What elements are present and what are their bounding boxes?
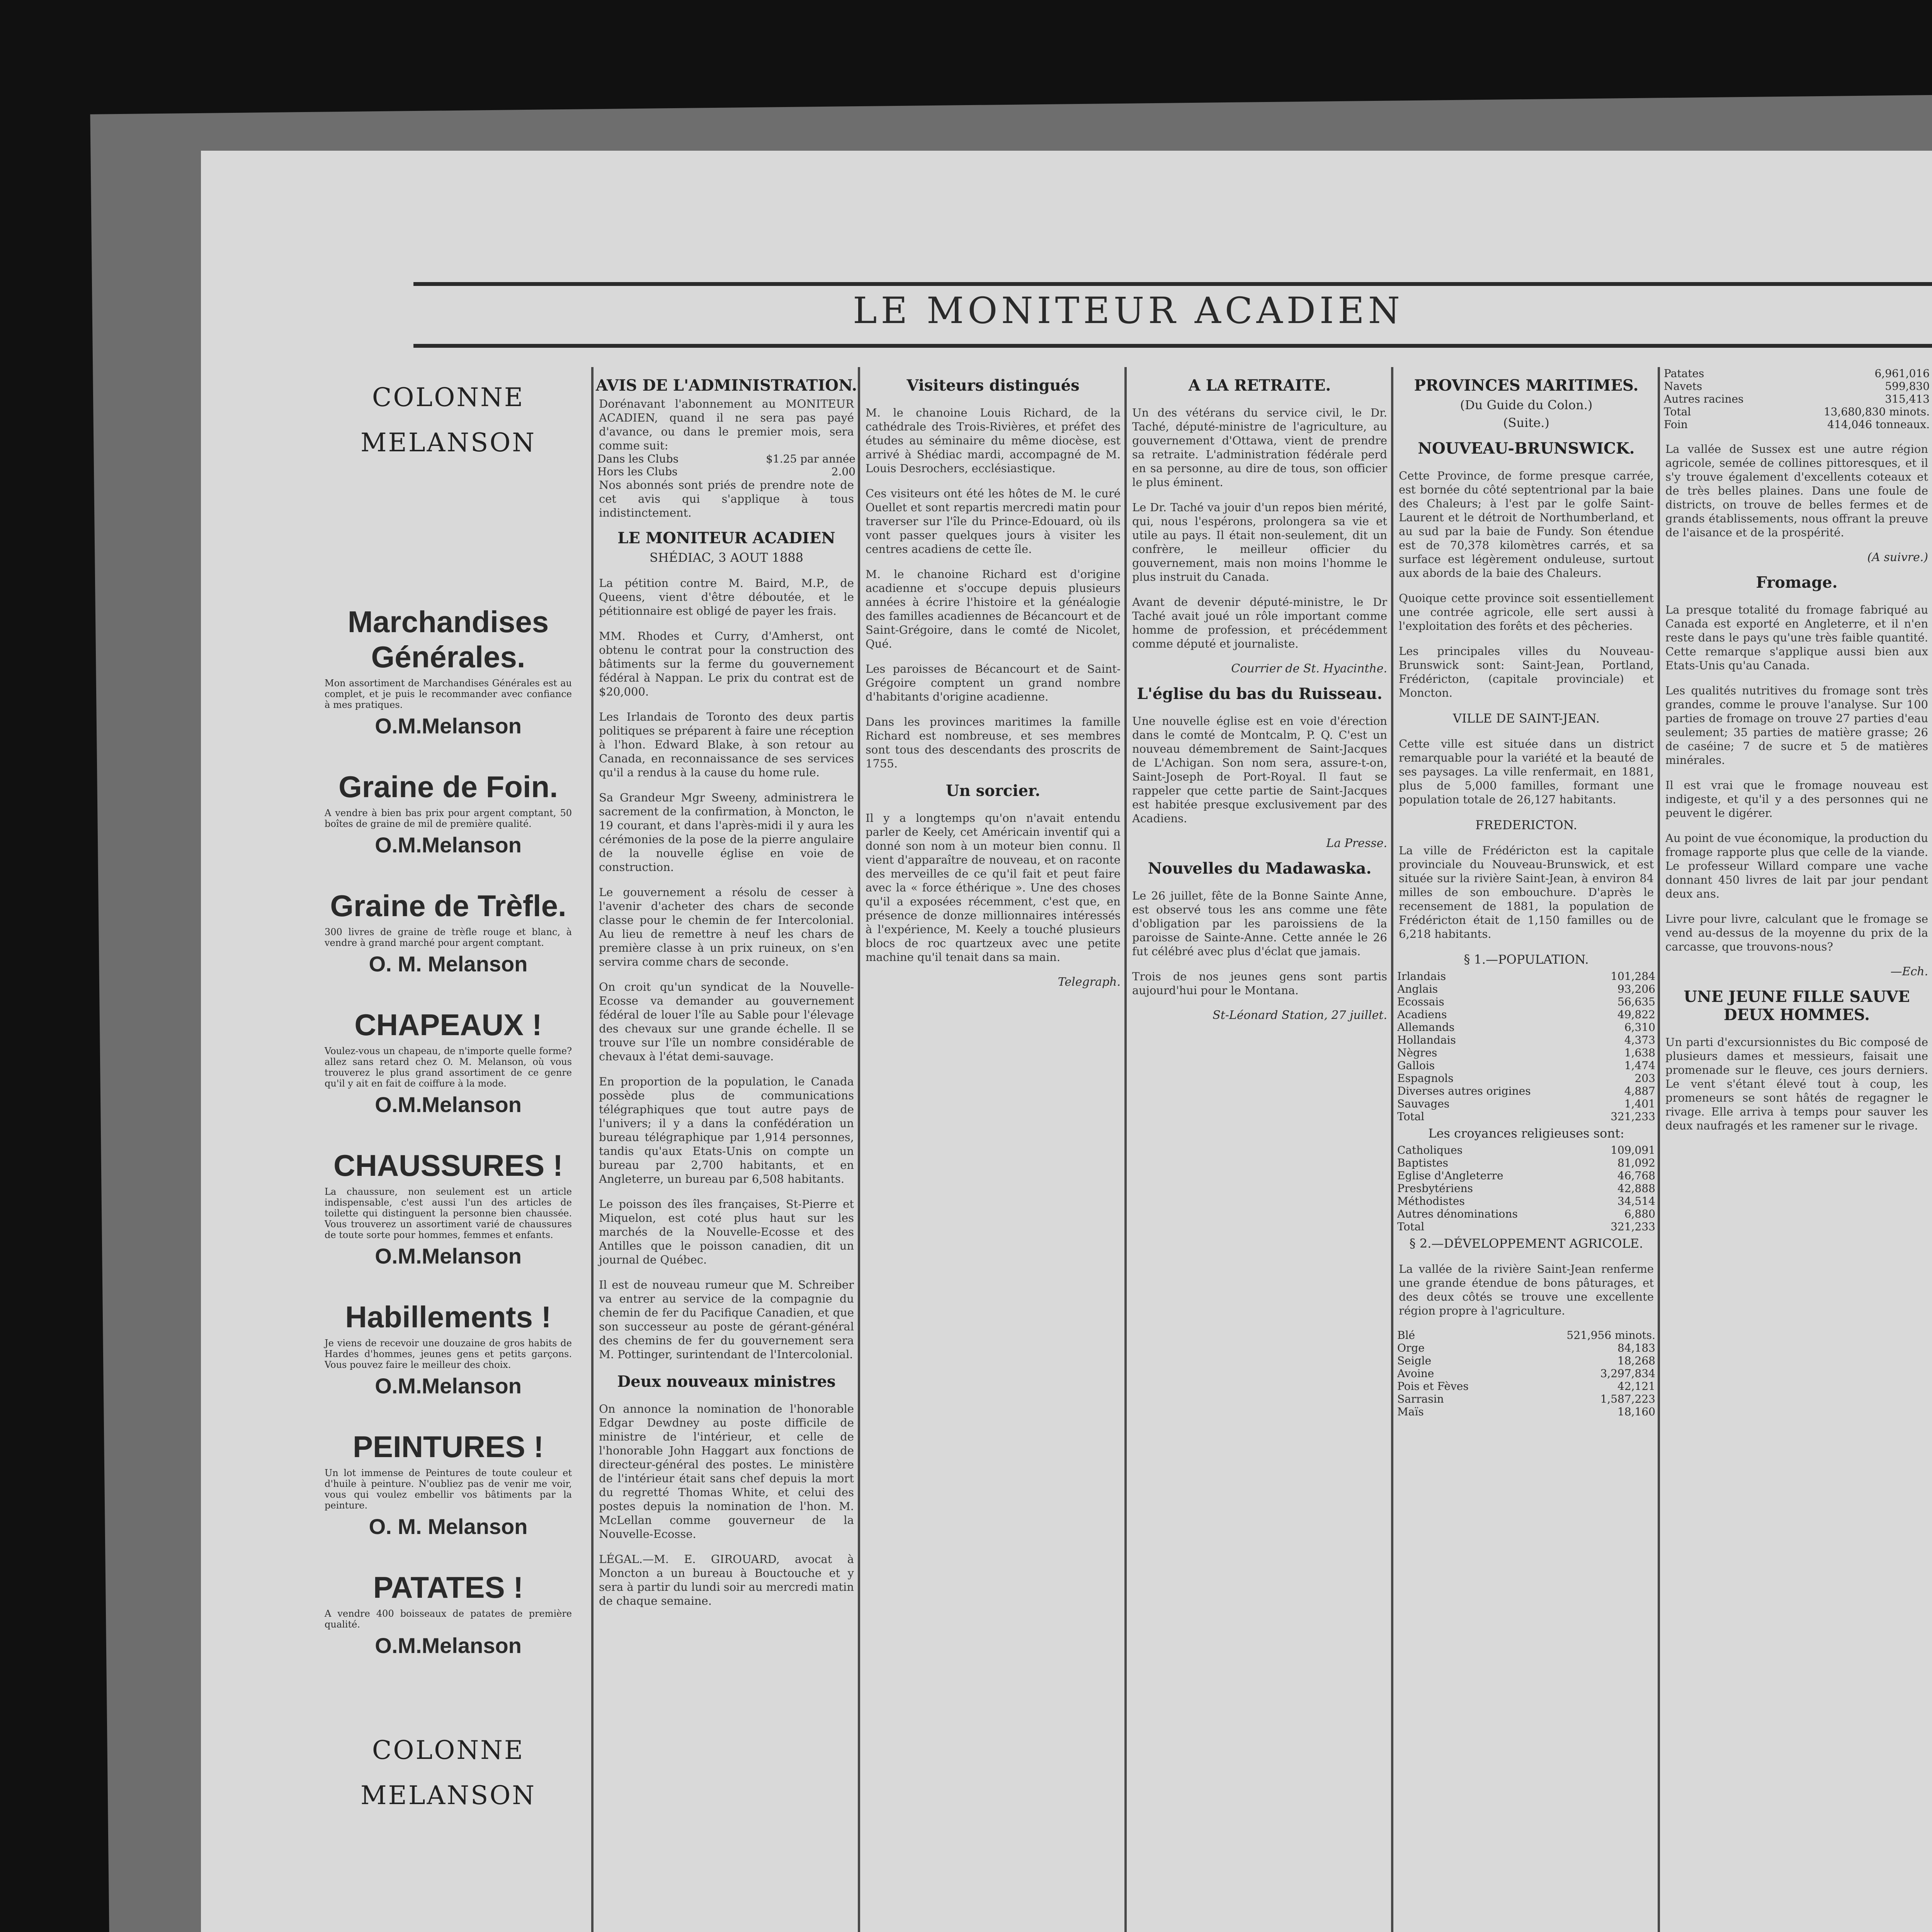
ad-title: PEINTURES !	[352, 1430, 544, 1464]
cell-label: Seigle	[1397, 1354, 1432, 1367]
cell-value: 321,233	[1611, 1220, 1655, 1233]
masthead-rule-bottom	[413, 344, 1932, 348]
article-paragraph: Un parti d'excursionnistes du Bic composé de plusieurs dames et messieurs, faisait une promenade sur le fleuve, ces jours derniers. Le vent s'étant élevé tout à coup, les promeneurs se sont hâtés de regagner le rivage. Elle arriva à temps pour sauver les deux naufragés et les ramener sur le rivage.	[1665, 1036, 1928, 1132]
article-heading: Visiteurs distingués	[906, 376, 1080, 395]
cell-label: Sauvages	[1397, 1097, 1450, 1110]
section-heading: FREDERICTON.	[1475, 818, 1577, 832]
cell-value: 599,830	[1885, 380, 1930, 393]
ad-peintures	[325, 1429, 572, 1539]
cell-label: Pois et Fèves	[1397, 1380, 1469, 1393]
article-paragraph: Le Dr. Taché va jouir d'un repos bien mérité, qui, nous l'espérons, prolongera sa vie et utile au pays. Il était non-seulement, dit un confrère, le meilleur officier du gouvernement, mais non moins l'homme le plus instruit du Canada.	[1132, 501, 1387, 583]
table-row	[1395, 995, 1658, 1008]
column-melanson-ads	[309, 367, 587, 1932]
table-row	[1662, 418, 1932, 431]
article-paragraph: On croit qu'un syndicat de la Nouvelle-Ecosse va demander au gouvernement fédéral de louer l'île au Sable pour l'élevage des chevaux sur une grande échelle. Il se trouve sur l'île un nombre considérable de chevaux à l'état demi-sauvage.	[599, 980, 854, 1063]
column-rule	[1658, 367, 1660, 1932]
article-heading: Fromage.	[1756, 573, 1838, 592]
cell-label: Total	[1397, 1110, 1425, 1123]
article-heading: Nouvelles du Madawaska.	[1148, 859, 1372, 878]
ad-text: Je viens de recevoir une douzaine de gros habits de Hardes d'hommes, jeunes gens et petits garçons. Vous pouvez faire le meilleur des choix.	[325, 1338, 572, 1370]
ad-signature: O. M. Melanson	[369, 1514, 528, 1539]
ad-text: 300 livres de graine de trèfle rouge et blanc, à vendre à grand marché pour argent comptant.	[325, 927, 572, 948]
article-paragraph: Au point de vue économique, la production du fromage rapporte plus que celle de la viande. Le professeur Willard compare une vache donnant 450 livres de lait par jour pendant deux ans.	[1665, 832, 1928, 900]
cell-label: Sarrasin	[1397, 1393, 1444, 1405]
rate-label: Hors les Clubs	[597, 465, 678, 478]
article-paragraph: Le poisson des îles françaises, St-Pierre et Miquelon, est coté plus haut sur les marchés de la Nouvelle-Ecosse et des Antilles que le poisson canadien, dit un journal de Québec.	[599, 1197, 854, 1266]
cell-value: 521,956 minots.	[1566, 1329, 1655, 1342]
ad-title: Graine de Trèfle.	[330, 889, 566, 923]
table-row	[1395, 1085, 1658, 1097]
cell-value: 46,768	[1617, 1169, 1655, 1182]
column-visiteurs	[862, 367, 1124, 1932]
article-paragraph: M. le chanoine Richard est d'origine acadienne et s'occupe depuis plusieurs années à écrire l'histoire et la généalogie des familles acadiennes de Bécancourt et de Saint-Grégoire, dans le comté de Nicolet, Qué.	[866, 568, 1121, 650]
masthead-rule-top	[413, 282, 1932, 286]
ad-title: CHAUSSURES !	[333, 1148, 563, 1182]
population-table	[1395, 970, 1658, 1123]
article-source: (Du Guide du Colon.)	[1460, 398, 1593, 412]
table-row	[1395, 983, 1658, 995]
article-paragraph: Sa Grandeur Mgr Sweeny, administrera le sacrement de la confirmation, à Moncton, le 19 courant, et dans l'après-midi il y aura les cérémonies de la pose de la pierre angulaire de la nouvelle église en voie de construction.	[599, 791, 854, 874]
table-row	[1395, 1034, 1658, 1046]
article-paragraph: Ces visiteurs ont été les hôtes de M. le curé Ouellet et sont repartis mercredi matin pour traverser sur l'île du Prince-Edouard, où ils vont passer quelques jours à visiter les centres acadiens de cette île.	[866, 487, 1121, 556]
cell-value: 18,268	[1617, 1354, 1655, 1367]
table-row	[1395, 1072, 1658, 1085]
article-credit: Courrier de St. Hyacinthe.	[1231, 662, 1387, 675]
article-paragraph: Les qualités nutritives du fromage sont très grandes, comme le prouve l'analyse. Sur 100 parties de fromage on trouve 27 parties d'eau seulement; 35 parties de matière grasse; 26 de caséine; 7 de sucre et 5 de matières minérales.	[1665, 684, 1928, 767]
article-paragraph: La vallée de la rivière Saint-Jean renferme une grande étendue de bons pâturages, et des deux côtés se trouve une excellente région propre à l'agriculture.	[1399, 1262, 1654, 1317]
ad-signature: O. M. Melanson	[369, 952, 528, 976]
ad-title: Habillements !	[345, 1300, 551, 1334]
column-rule	[1391, 367, 1393, 1932]
cell-label: Total	[1397, 1220, 1425, 1233]
article-paragraph: Dans les provinces maritimes la famille Richard est nombreuse, et ses membres sont tous des descendants des proscrits de 1755.	[866, 715, 1121, 770]
article-heading: NOUVEAU-BRUNSWICK.	[1418, 439, 1635, 457]
section-heading: VILLE DE SAINT-JEAN.	[1452, 711, 1600, 726]
cell-label: Gallois	[1397, 1059, 1435, 1072]
ad-signature: O.M.Melanson	[375, 1244, 522, 1268]
article-paragraph: MM. Rhodes et Curry, d'Amherst, ont obtenu le contrat pour la construction des bâtiments sur la ferme du gouvernement fédéral à Nappan. Le prix du contrat est de $20,000.	[599, 629, 854, 698]
ad-text: A vendre à bien bas prix pour argent comptant, 50 boîtes de graine de mil de première qualité.	[325, 808, 572, 829]
dateline: St-Léonard Station, 27 juillet.	[1213, 1009, 1387, 1022]
cell-value: 1,474	[1624, 1059, 1655, 1072]
ad-signature: O.M.Melanson	[375, 1633, 522, 1658]
table-row	[1395, 1405, 1658, 1418]
rate-value: 2.00	[831, 465, 855, 478]
section-heading: § 2.—DÉVELOPPEMENT AGRICOLE.	[1409, 1236, 1643, 1251]
ad-graine-trefle	[325, 888, 572, 976]
colonne-label: COLONNE	[372, 1735, 525, 1765]
table-row	[1662, 380, 1932, 393]
cell-label: Maïs	[1397, 1405, 1424, 1418]
table-row	[1662, 405, 1932, 418]
article-credit: La Presse.	[1326, 837, 1387, 850]
article-paragraph: Le gouvernement a résolu de cesser à l'avenir d'acheter des chars de seconde classe pour le chemin de fer Intercolonial. Au lieu de remettre à neuf les chars de première classe à un prix ruineux, on s'en servira comme chars de seconde.	[599, 886, 854, 968]
article-paragraph: Trois de nos jeunes gens sont partis aujourd'hui pour le Montana.	[1132, 970, 1387, 997]
ad-signature: O.M.Melanson	[375, 1092, 522, 1117]
article-paragraph: Il est de nouveau rumeur que M. Schreiber va entrer au service de la compagnie du chemin de fer du Pacifique Canadien, et que son successeur au poste de gérant-général des chemins de fer du gouvernement sera M. Pottinger, surintendant de l'Intercolonial.	[599, 1278, 854, 1361]
table-row	[595, 452, 858, 465]
cell-value: 4,887	[1624, 1085, 1655, 1097]
cell-value: 13,680,830 minots.	[1823, 405, 1930, 418]
religion-table	[1395, 1144, 1658, 1233]
cell-value: 1,401	[1624, 1097, 1655, 1110]
table-row	[1395, 1046, 1658, 1059]
table-row	[1395, 1220, 1658, 1233]
article-heading: L'église du bas du Ruisseau.	[1137, 685, 1383, 703]
ad-text: Un lot immense de Peintures de toute couleur et d'huile à peinture. N'oubliez pas de venir me voir, vous qui voulez embellir vos bâtiments par la peinture.	[325, 1468, 572, 1511]
table-row	[1395, 1110, 1658, 1123]
cell-label: Blé	[1397, 1329, 1415, 1342]
rate-value: $1.25 par année	[766, 452, 855, 465]
column-retraite	[1128, 367, 1391, 1932]
article-paragraph: Quoique cette province soit essentiellement une contrée agricole, elle sert aussi à l'exploitation des forêts et des pêcheries.	[1399, 592, 1654, 633]
article-paragraph: Cette ville est située dans un district remarquable pour la variété et la beauté de ses paysages. La ville renfermait, en 1881, plus de 5,000 familles, formant une population totale de 26,127 habitants.	[1399, 737, 1654, 806]
cell-value: 34,514	[1617, 1195, 1655, 1208]
ad-marchandises	[325, 604, 572, 738]
cell-value: 6,961,016	[1874, 367, 1930, 380]
cell-label: Hollandais	[1397, 1034, 1456, 1046]
cell-label: Anglais	[1397, 983, 1438, 995]
article-paragraph: Le 26 juillet, fête de la Bonne Sainte Anne, est observé tous les ans comme une fête d'obligation par les paroissiens de la paroisse de Sainte-Anne. Cette année le 26 fut célébré avec plus d'éclat que jamais.	[1132, 889, 1387, 958]
table-row	[1395, 1097, 1658, 1110]
article-paragraph: Livre pour livre, calculant que le fromage se vend au-dessus de la moyenne du prix de la carcasse, que trouvons-nous?	[1665, 912, 1928, 953]
ad-text: La chaussure, non seulement est un article indispensable, c'est aussi l'un des articles de toilette qui distinguent la personne bien chaussée. Vous trouverez un assortiment varié de chaussures de toute sorte pour hommes, femmes et enfants.	[325, 1186, 572, 1240]
cell-value: 1,638	[1624, 1046, 1655, 1059]
table-row	[1395, 1059, 1658, 1072]
article-paragraph: La pétition contre M. Baird, M.P., de Queens, vient d'être déboutée, et le pétitionnaire est obligé de payer les frais.	[599, 577, 854, 617]
article-paragraph: Un des vétérans du service civil, le Dr. Taché, député-ministre de l'agriculture, au gouvernement d'Ottawa, vient de prendre sa retraite. L'administration fédérale perd en sa personne, au dire de tous, son officier le plus éminent.	[1132, 406, 1387, 489]
ad-text: Voulez-vous un chapeau, de n'importe quelle forme? allez sans retard chez O. M. Melanson, où vous trouverez le plus grand assortiment de ce genre qu'il y ait en fait de coiffure à la mode.	[325, 1046, 572, 1089]
cell-label: Navets	[1664, 380, 1702, 393]
table-row	[1395, 1008, 1658, 1021]
cell-value: 321,233	[1611, 1110, 1655, 1123]
table-row	[1395, 1021, 1658, 1034]
cell-label: Baptistes	[1397, 1156, 1448, 1169]
legal-notice: LÉGAL.—M. E. GIROUARD, avocat à Moncton a un bureau à Bouctouche et y sera à partir du lundi soir au mercredi matin de chaque semaine.	[599, 1553, 854, 1607]
ad-chapeaux	[325, 1007, 572, 1117]
section-heading: § 1.—POPULATION.	[1464, 952, 1589, 967]
cell-label: Foin	[1664, 418, 1688, 431]
article-heading: Deux nouveaux ministres	[617, 1372, 836, 1391]
continued-note: (A suivre.)	[1867, 551, 1928, 564]
cell-label: Acadiens	[1397, 1008, 1447, 1021]
article-paragraph: Nos abonnés sont priés de prendre note de cet avis qui s'applique à tous indistinctement.	[599, 478, 854, 519]
article-heading: A LA RETRAITE.	[1188, 376, 1331, 395]
ad-title: CHAPEAUX !	[354, 1008, 542, 1042]
article-paragraph: Les paroisses de Bécancourt et de Saint-Grégoire comptent un grand nombre d'habitants d'origine acadienne.	[866, 662, 1121, 703]
cell-value: 203	[1634, 1072, 1655, 1085]
cell-value: 93,206	[1617, 983, 1655, 995]
cell-value: 101,284	[1611, 970, 1655, 983]
masthead: LE MONITEUR ACADIEN	[853, 290, 1404, 332]
cell-value: 4,373	[1624, 1034, 1655, 1046]
cell-value: 42,888	[1617, 1182, 1655, 1195]
ad-signature: O.M.Melanson	[375, 714, 522, 738]
article-paragraph: En proportion de la population, le Canada possède plus de communications télégraphiques que tout autre pays de l'univers; il y a dans la confédération un bureau télégraphique par 1,914 personnes, tandis qu'aux Etats-Unis on compte un bureau par 2,700 habitants, et en Angleterre, un bureau par 6,508 habitants.	[599, 1075, 854, 1185]
table-row	[1395, 1182, 1658, 1195]
cell-label: Eglise d'Angleterre	[1397, 1169, 1503, 1182]
article-paragraph: Une nouvelle église est en voie d'érection dans le comté de Montcalm, P. Q. C'est un nouveau démembrement de Saint-Jacques de L'Achigan. Son nom sera, assure-t-on, Saint-Joseph de Port-Royal. Il faut se rappeler que cette partie de Saint-Jacques est habitée presque exclusivement par des Acadiens.	[1132, 714, 1387, 825]
article-paragraph: La presque totalité du fromage fabriqué au Canada est exporté en Angleterre, et il n'en reste dans le pays qu'une très faible quantité. Cette remarque s'applique aussi bien aux Etats-Unis qu'au Canada.	[1665, 603, 1928, 672]
ad-title: PATATES !	[373, 1570, 524, 1604]
melanson-label: MELANSON	[360, 428, 536, 457]
ad-title: Marchandises Générales.	[347, 605, 549, 674]
article-paragraph: M. le chanoine Louis Richard, de la cathédrale des Trois-Rivières, et préfet des études au séminaire du même diocèse, est arrivé à Shédiac mardi, accompagné de M. Louis Desrochers, ecclésiastique.	[866, 406, 1121, 475]
column-rule	[1124, 367, 1127, 1932]
table-row	[1662, 393, 1932, 405]
article-heading: LE MONITEUR ACADIEN	[617, 529, 835, 547]
cell-value: 6,880	[1624, 1208, 1655, 1220]
cell-value: 56,635	[1617, 995, 1655, 1008]
article-heading: UNE JEUNE FILLE SAUVE DEUX HOMMES.	[1684, 988, 1910, 1024]
table-row	[1395, 1393, 1658, 1405]
cell-value: 414,046 tonneaux.	[1827, 418, 1930, 431]
grain-table	[1395, 1329, 1658, 1418]
table-row	[1395, 970, 1658, 983]
table-row	[1395, 1342, 1658, 1354]
cell-label: Irlandais	[1397, 970, 1446, 983]
cell-label: Orge	[1397, 1342, 1425, 1354]
article-paragraph: La vallée de Sussex est une autre région agricole, semée de collines pittoresques, et il s'y trouve également d'excellents coteaux et de très belles plaines. Dans une foule de districts, on trouve de belles fermes et de grands établissements, nous offrant la preuve de l'aisance et de la prospérité.	[1665, 442, 1928, 539]
cell-label: Nègres	[1397, 1046, 1437, 1059]
column-provinces-maritimes	[1395, 367, 1658, 1932]
cell-value: 81,092	[1617, 1156, 1655, 1169]
ad-patates	[325, 1570, 572, 1658]
article-heading: PROVINCES MARITIMES.	[1414, 376, 1639, 395]
article-paragraph: Les principales villes du Nouveau-Brunswick sont: Saint-Jean, Portland, Frédéricton, (capitale provinciale) et Moncton.	[1399, 645, 1654, 699]
colonne-label: COLONNE	[372, 383, 525, 412]
table-row	[1395, 1380, 1658, 1393]
ad-signature: O.M.Melanson	[375, 833, 522, 857]
cell-label: Allemands	[1397, 1021, 1455, 1034]
ad-chaussures	[325, 1148, 572, 1269]
article-paragraph: On annonce la nomination de l'honorable Edgar Dewdney au poste difficile de ministre de l'intérieur, et celle de l'honorable John Haggart aux fonctions de directeur-général des postes. Le ministère de l'intérieur était sans chef depuis la mort du regretté Thomas White, et celui des postes depuis la nomination de l'hon. M. McLellan comme gouverneur de la Nouvelle-Ecosse.	[599, 1402, 854, 1541]
article-continued: (Suite.)	[1503, 415, 1549, 430]
cell-label: Avoine	[1397, 1367, 1434, 1380]
cell-label: Total	[1664, 405, 1691, 418]
article-heading: Un sorcier.	[946, 782, 1041, 800]
subscription-rates	[595, 452, 858, 478]
ad-signature: O.M.Melanson	[375, 1374, 522, 1398]
ad-text: A vendre 400 boisseaux de patates de première qualité.	[325, 1608, 572, 1630]
column-rule	[591, 367, 594, 1932]
cell-label: Espagnols	[1397, 1072, 1454, 1085]
cell-label: Patates	[1664, 367, 1704, 380]
cell-label: Autres dénominations	[1397, 1208, 1518, 1220]
ad-habillements	[325, 1299, 572, 1398]
table-row	[1395, 1329, 1658, 1342]
table-row	[1395, 1156, 1658, 1169]
article-paragraph: La ville de Frédéricton est la capitale provinciale du Nouveau-Brunswick, et est située sur la rivière Saint-Jean, à environ 84 milles de son embouchure. D'après le recensement de 1881, la population de Frédéricton était de 1,150 familles ou de 6,218 habitants.	[1399, 844, 1654, 940]
table-row	[1395, 1354, 1658, 1367]
cell-value: 42,121	[1617, 1380, 1655, 1393]
cell-value: 1,587,223	[1600, 1393, 1655, 1405]
article-paragraph: Cette Province, de forme presque carrée, est bornée du côté septentrional par la baie des Chaleurs; à l'est par le golfe Saint-Laurent et le détroit de Northumberland, et au sud par la baie de Fundy. Son étendue est de 70,378 kilomètres carrés, et sa surface est légèrement onduleuse, surtout aux abords de la baie des Chaleurs.	[1399, 469, 1654, 580]
column-administration	[595, 367, 858, 1932]
table-row	[1395, 1144, 1658, 1156]
cell-label: Diverses autres origines	[1397, 1085, 1531, 1097]
cell-value: 3,297,834	[1600, 1367, 1655, 1380]
ad-title: Graine de Foin.	[338, 770, 558, 804]
table-row	[1395, 1195, 1658, 1208]
table-row	[1395, 1169, 1658, 1182]
cell-label: Autres racines	[1664, 393, 1744, 405]
melanson-label: MELANSON	[360, 1781, 536, 1810]
cell-label: Méthodistes	[1397, 1195, 1465, 1208]
cell-value: 315,413	[1885, 393, 1930, 405]
cell-label: Presbytériens	[1397, 1182, 1473, 1195]
section-heading: Les croyances religieuses sont:	[1428, 1126, 1624, 1141]
rate-label: Dans les Clubs	[597, 452, 679, 465]
article-credit: —Ech.	[1890, 965, 1928, 978]
newspaper-page	[201, 151, 1932, 1932]
cell-value: 109,091	[1611, 1144, 1655, 1156]
ad-graine-foin	[325, 769, 572, 857]
article-paragraph: Les Irlandais de Toronto des deux partis politiques se préparent à faire une réception à l'hon. Edward Blake, à son retour au Canada, en reconnaissance de ses services qu'il a rendus à la cause du home rule.	[599, 710, 854, 779]
cell-label: Ecossais	[1397, 995, 1444, 1008]
cell-value: 84,183	[1617, 1342, 1655, 1354]
column-fromage	[1662, 367, 1932, 1932]
table-row	[1395, 1367, 1658, 1380]
article-paragraph: Il est vrai que le fromage nouveau est indigeste, et qu'il y a des personnes qui ne peuvent le digérer.	[1665, 779, 1928, 820]
article-credit: Telegraph.	[1058, 975, 1121, 989]
cell-value: 6,310	[1624, 1021, 1655, 1034]
article-paragraph: Il y a longtemps qu'on n'avait entendu parler de Keely, cet Américain inventif qui a donné son nom à un moteur bien connu. Il vient d'apparaître de nouveau, et on raconte des merveilles de ce qu'il fait et peut faire avec la « force éthérique ». Une des choses qu'il a exposées récemment, c'est que, en présence de donze millionnaires intéressés à l'expérience, M. Keely a touché plusieurs blocs de roc quartzeux avec une petite machine qu'il tenait dans sa main.	[866, 811, 1121, 964]
cell-value: 49,822	[1617, 1008, 1655, 1021]
article-heading: AVIS DE L'ADMINISTRATION.	[595, 376, 857, 395]
column-rule	[858, 367, 860, 1932]
ad-text: Mon assortiment de Marchandises Générales est au complet, et je puis le recommander avec confiance à mes pratiques.	[325, 678, 572, 710]
cell-label: Catholiques	[1397, 1144, 1463, 1156]
dateline: SHÉDIAC, 3 AOUT 1888	[649, 550, 804, 565]
crops-table	[1662, 367, 1932, 431]
article-paragraph: Dorénavant l'abonnement au MONITEUR ACADIEN, quand il ne sera pas payé d'avance, ou dans le premier mois, sera comme suit:	[599, 397, 854, 452]
cell-value: 18,160	[1617, 1405, 1655, 1418]
table-row	[1662, 367, 1932, 380]
article-paragraph: Avant de devenir député-ministre, le Dr Taché avait joué un rôle important comme homme de profession, et précédemment comme député et journaliste.	[1132, 595, 1387, 650]
table-row	[1395, 1208, 1658, 1220]
table-row	[595, 465, 858, 478]
